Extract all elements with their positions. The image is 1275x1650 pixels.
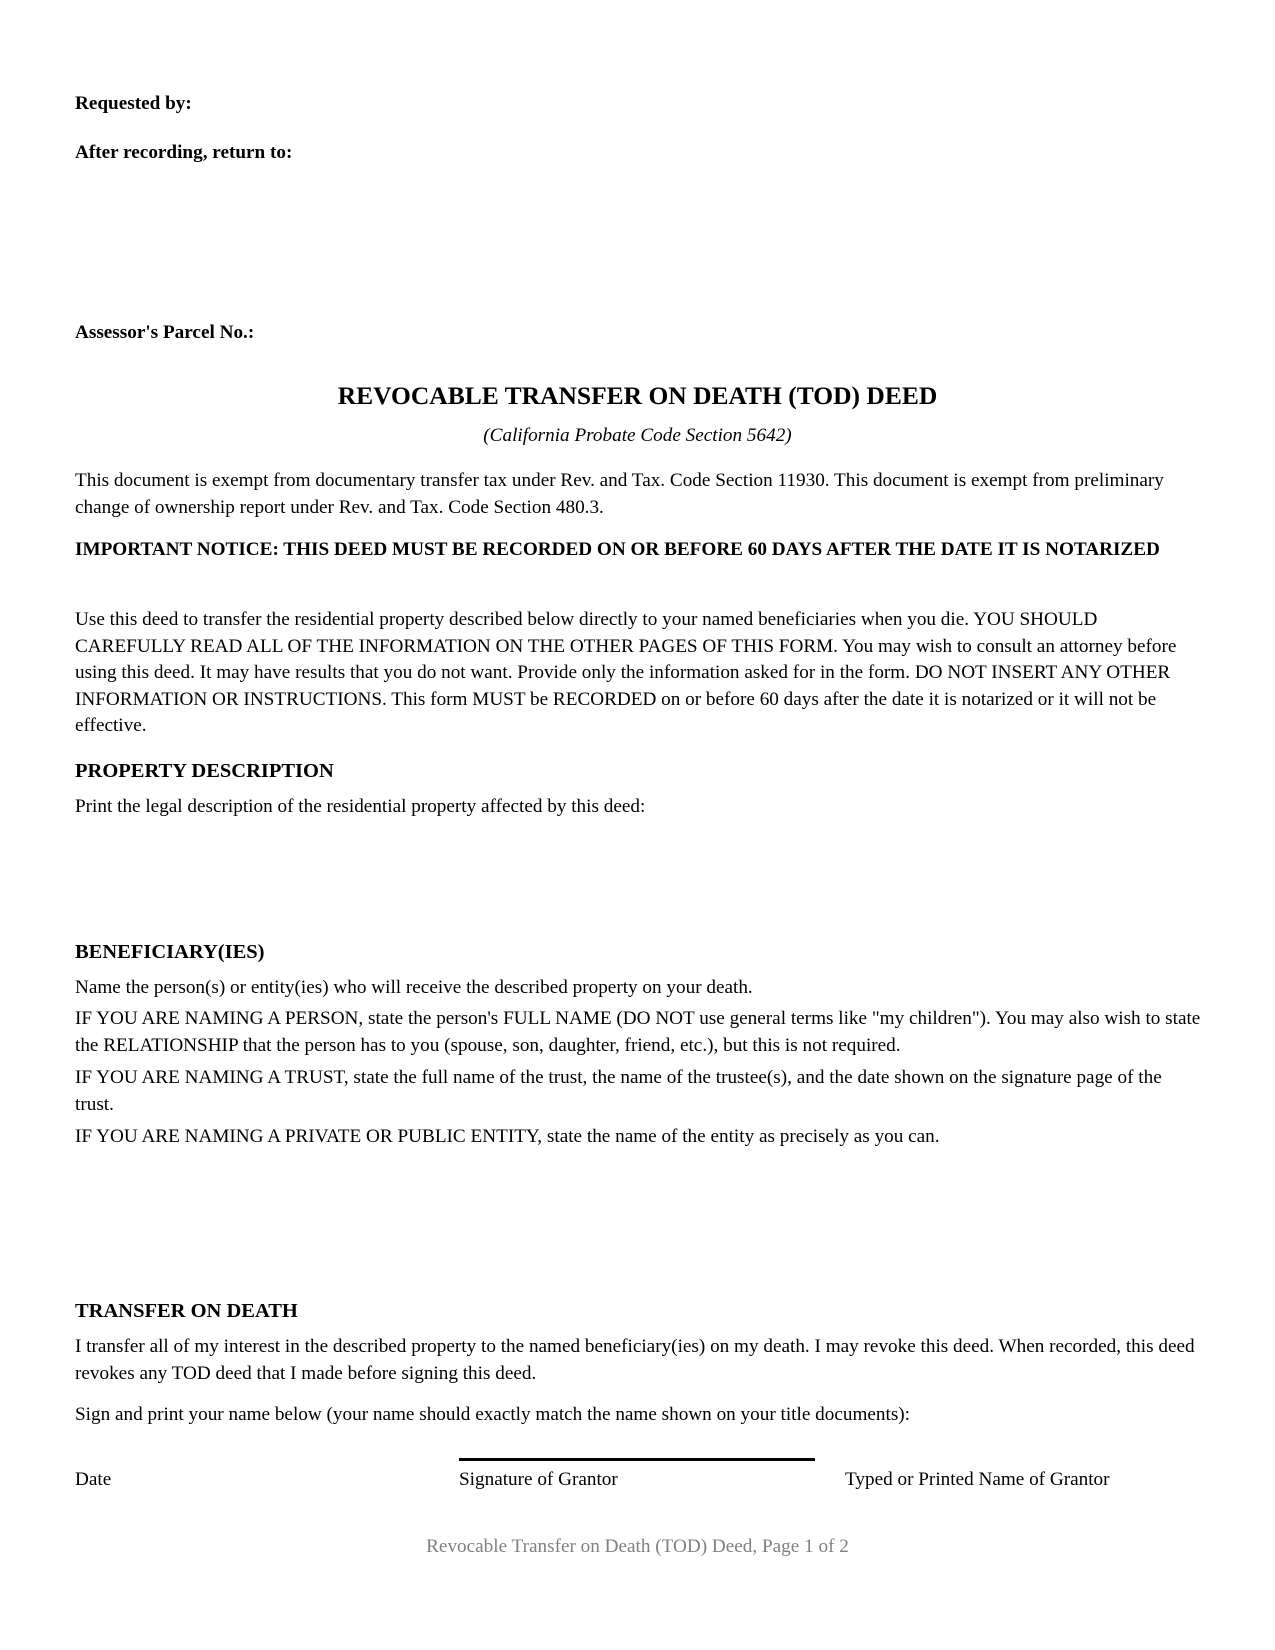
beneficiaries-trust-text: IF YOU ARE NAMING A TRUST, state the full name of the trust, the name of the trustee(s), and the date shown on the signature page of the trust. [75, 1067, 1162, 1115]
exemption-paragraph: This document is exempt from documentary transfer tax under Rev. and Tax. Code Section 11930. This document is exempt from preliminary change of ownership report under Rev. and Tax. Code Section 480.3. [75, 470, 1164, 518]
return-to-label: After recording, return to: [75, 142, 293, 163]
requested-by-label: Requested by: [75, 93, 192, 114]
transfer-on-death-heading: TRANSFER ON DEATH [75, 1300, 298, 1322]
date-label: Date [75, 1469, 112, 1490]
parcel-number-label: Assessor's Parcel No.: [75, 322, 255, 343]
printed-name-of-grantor-label: Typed or Printed Name of Grantor [845, 1469, 1110, 1490]
beneficiaries-heading: BENEFICIARY(IES) [75, 941, 265, 963]
signature-line[interactable] [459, 1458, 815, 1461]
beneficiaries-entity-text: IF YOU ARE NAMING A PRIVATE OR PUBLIC ENTITY, state the name of the entity as precisely as you can. [75, 1126, 940, 1147]
document-title: REVOCABLE TRANSFER ON DEATH (TOD) DEED [337, 381, 938, 410]
property-description-heading: PROPERTY DESCRIPTION [75, 760, 334, 782]
document-subtitle: (California Probate Code Section 5642) [483, 425, 792, 446]
transfer-statement-text: I transfer all of my interest in the described property to the named beneficiary(ies) on my death. I may revoke this deed. When recorded, this deed revokes any TOD deed that I made before signing this deed. [75, 1336, 1195, 1384]
instructions-paragraph: Use this deed to transfer the residential property described below directly to your named beneficiaries when you die. YOU SHOULD CAREFULLY READ ALL OF THE INFORMATION ON THE OTHER PAGES OF THIS FORM. You may wish to consult an attorney before using this deed. It may have results that you do not want. Provide only the information asked for in the form. DO NOT INSERT ANY OTHER INFORMATION OR INSTRUCTIONS. This form MUST be RECORDED on or before 60 days after the date it is notarized or it will not be effective. [75, 609, 1177, 736]
page-footer: Revocable Transfer on Death (TOD) Deed, Page 1 of 2 [426, 1536, 849, 1557]
beneficiaries-intro-text: Name the person(s) or entity(ies) who will receive the described property on your death. [75, 977, 753, 998]
sign-instructions-text: Sign and print your name below (your name should exactly match the name shown on your title documents): [75, 1404, 911, 1425]
property-description-text: Print the legal description of the residential property affected by this deed: [75, 796, 646, 817]
beneficiaries-person-text: IF YOU ARE NAMING A PERSON, state the person's FULL NAME (DO NOT use general terms like "my children"). You may also wish to state the RELATIONSHIP that the person has to you (spouse, son, daughter, friend, etc.), but this is not required. [75, 1008, 1201, 1056]
important-notice: IMPORTANT NOTICE: THIS DEED MUST BE RECORDED ON OR BEFORE 60 DAYS AFTER THE DATE IT IS NOTARIZED [75, 539, 1160, 560]
signature-of-grantor-label: Signature of Grantor [459, 1469, 618, 1490]
